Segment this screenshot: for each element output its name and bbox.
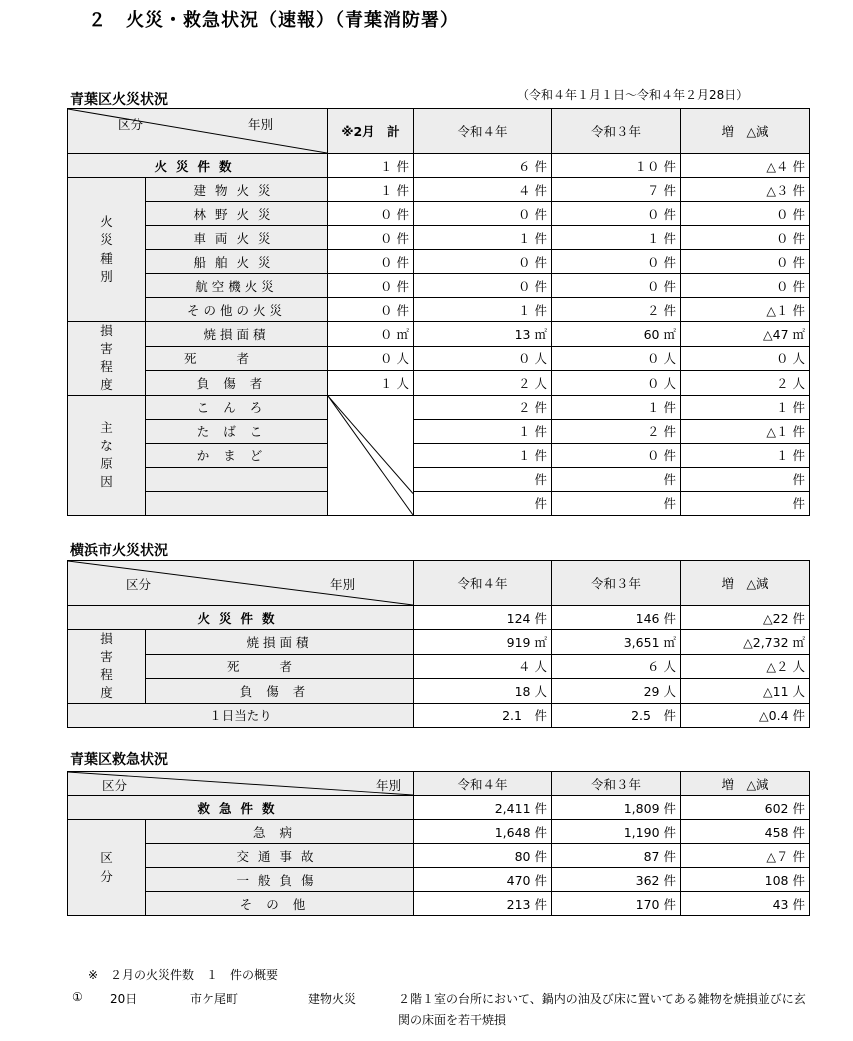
cause-label: こんろ xyxy=(146,395,328,419)
damage-label: 死者 xyxy=(146,346,328,371)
ems-diff: 43 件 xyxy=(681,892,810,916)
cause-r4: １ 件 xyxy=(414,419,552,443)
total-r3: 1,809 件 xyxy=(552,796,681,820)
header-month: ※2月 計 xyxy=(328,109,414,154)
damage-r4: ２ 人 xyxy=(414,371,552,396)
total-month: １ 件 xyxy=(328,154,414,178)
type-r3: ７ 件 xyxy=(552,178,681,202)
type-r4: ０ 件 xyxy=(414,250,552,274)
type-label: 建物火災 xyxy=(146,178,328,202)
aoba-fire-title: 青葉区火災状況 xyxy=(70,92,168,108)
case-type: 建物火災 xyxy=(308,992,357,1006)
per-day-r4: 2.1 件 xyxy=(414,703,552,727)
total-r3: 146 件 xyxy=(552,606,681,630)
total-diff: 602 件 xyxy=(681,796,810,820)
type-r3: ２ 件 xyxy=(552,298,681,322)
type-month: ０ 件 xyxy=(328,226,414,250)
header-kubun-nenbetsu xyxy=(68,109,328,154)
header-nenbetsu-label: 年別 xyxy=(248,117,274,132)
cause-label xyxy=(146,491,328,515)
damage-r4: 13 ㎡ xyxy=(414,322,552,347)
aoba-fire-period: （令和４年１月１日～令和４年２月28日） xyxy=(517,88,749,102)
total-r4: 2,411 件 xyxy=(414,796,552,820)
cause-label: たばこ xyxy=(146,419,328,443)
type-r4: １ 件 xyxy=(414,298,552,322)
ems-r4: 80 件 xyxy=(414,844,552,868)
ems-r3: 170 件 xyxy=(552,892,681,916)
cause-month-blank xyxy=(328,395,414,515)
damage-diff: △２ 人 xyxy=(681,654,810,679)
cause-diagonal-lines xyxy=(328,396,413,515)
ems-r4: 470 件 xyxy=(414,868,552,892)
type-month: ０ 件 xyxy=(328,202,414,226)
ems-r4: 1,648 件 xyxy=(414,820,552,844)
per-day-label: １日当たり xyxy=(68,703,414,727)
damage-label: 負傷者 xyxy=(146,679,414,704)
header-kubun-nenbetsu xyxy=(68,561,414,606)
cause-r4: ２ 件 xyxy=(414,395,552,419)
cause-diff: １ 件 xyxy=(681,443,810,467)
type-label: その他の火災 xyxy=(146,298,328,322)
damage-diff: △2,732 ㎡ xyxy=(681,630,810,655)
header-diff: 増 △減 xyxy=(681,109,810,154)
ems-r3: 87 件 xyxy=(552,844,681,868)
ems-label: 一般負傷 xyxy=(146,868,414,892)
type-label: 林野火災 xyxy=(146,202,328,226)
type-month: ０ 件 xyxy=(328,274,414,298)
type-diff: ０ 件 xyxy=(681,226,810,250)
total-ems-label: 救急件数 xyxy=(68,796,414,820)
header-r3: 令和３年 xyxy=(552,772,681,796)
per-day-diff: △0.4 件 xyxy=(681,703,810,727)
type-month: ０ 件 xyxy=(328,298,414,322)
ems-label: 交通事故 xyxy=(146,844,414,868)
damage-label: 焼損面積 xyxy=(146,322,328,347)
case-description-line1: ２階１室の台所において、鍋内の油及び床に置いてある雑物を焼損並びに玄 xyxy=(398,992,806,1006)
total-diff: △４ 件 xyxy=(681,154,810,178)
cause-diff: 件 xyxy=(681,467,810,491)
damage-group: 損害程度 xyxy=(68,630,146,704)
total-r4: 124 件 xyxy=(414,606,552,630)
fire-type-group: 火災種別 xyxy=(68,178,146,322)
cause-diff: １ 件 xyxy=(681,395,810,419)
damage-label: 負傷者 xyxy=(146,371,328,396)
type-r3: ０ 件 xyxy=(552,274,681,298)
case-date: 20日 xyxy=(110,992,138,1006)
header-r4: 令和４年 xyxy=(414,772,552,796)
cause-r3: ０ 件 xyxy=(552,443,681,467)
damage-month: ０ ㎡ xyxy=(328,322,414,347)
type-r3: ０ 件 xyxy=(552,250,681,274)
ems-label: 急病 xyxy=(146,820,414,844)
header-r3: 令和３年 xyxy=(552,561,681,606)
ems-r4: 213 件 xyxy=(414,892,552,916)
cause-label: かまど xyxy=(146,443,328,467)
damage-diff: ２ 人 xyxy=(681,371,810,396)
yokohama-fire-title: 横浜市火災状況 xyxy=(70,543,168,559)
type-r4: ０ 件 xyxy=(414,274,552,298)
type-label: 船舶火災 xyxy=(146,250,328,274)
damage-r4: 18 人 xyxy=(414,679,552,704)
damage-diff: ０ 人 xyxy=(681,346,810,371)
cause-r3: 件 xyxy=(552,467,681,491)
type-diff: △３ 件 xyxy=(681,178,810,202)
damage-group: 損害程度 xyxy=(68,322,146,396)
type-r4: ０ 件 xyxy=(414,202,552,226)
damage-r3: ０ 人 xyxy=(552,346,681,371)
cause-r3: 件 xyxy=(552,491,681,515)
total-r3: １０ 件 xyxy=(552,154,681,178)
damage-r3: 3,651 ㎡ xyxy=(552,630,681,655)
damage-diff: △47 ㎡ xyxy=(681,322,810,347)
ems-group: 区分 xyxy=(68,820,146,916)
cause-r4: 件 xyxy=(414,467,552,491)
cause-label xyxy=(146,467,328,491)
type-diff: ０ 件 xyxy=(681,250,810,274)
header-nenbetsu-label: 年別 xyxy=(376,778,402,793)
fire-summary-note: ※ ２月の火災件数 １ 件の概要 xyxy=(88,968,279,982)
per-day-r3: 2.5 件 xyxy=(552,703,681,727)
ems-r3: 1,190 件 xyxy=(552,820,681,844)
header-diff: 増 △減 xyxy=(681,772,810,796)
ems-label: その他 xyxy=(146,892,414,916)
header-diff: 増 △減 xyxy=(681,561,810,606)
case-number: ① xyxy=(72,990,83,1004)
damage-r3: 29 人 xyxy=(552,679,681,704)
total-fires-label: 火災件数 xyxy=(68,606,414,630)
cause-diff: 件 xyxy=(681,491,810,515)
type-diff: △１ 件 xyxy=(681,298,810,322)
header-r3: 令和３年 xyxy=(552,109,681,154)
total-diff: △22 件 xyxy=(681,606,810,630)
header-kubun-label: 区分 xyxy=(126,577,152,592)
type-diff: ０ 件 xyxy=(681,274,810,298)
ems-diff: △７ 件 xyxy=(681,844,810,868)
cause-r3: ２ 件 xyxy=(552,419,681,443)
header-kubun-label: 区分 xyxy=(118,117,144,132)
type-label: 車両火災 xyxy=(146,226,328,250)
damage-r4: ０ 人 xyxy=(414,346,552,371)
case-description-line2: 関の床面を若干焼損 xyxy=(398,1013,507,1027)
ems-diff: 108 件 xyxy=(681,868,810,892)
cause-r4: 件 xyxy=(414,491,552,515)
type-month: ０ 件 xyxy=(328,250,414,274)
aoba-ems-table xyxy=(67,771,810,916)
aoba-fire-table xyxy=(67,108,810,516)
type-diff: ０ 件 xyxy=(681,202,810,226)
yokohama-fire-table xyxy=(67,560,810,728)
type-r3: ０ 件 xyxy=(552,202,681,226)
damage-month: ０ 人 xyxy=(328,346,414,371)
page-title: ２ 火災・救急状況（速報）（青葉消防署） xyxy=(88,10,459,31)
damage-r3: ０ 人 xyxy=(552,371,681,396)
type-r4: ４ 件 xyxy=(414,178,552,202)
header-r4: 令和４年 xyxy=(414,109,552,154)
case-place: 市ケ尾町 xyxy=(190,992,239,1006)
type-month: １ 件 xyxy=(328,178,414,202)
type-r3: １ 件 xyxy=(552,226,681,250)
total-fires-label: 火災件数 xyxy=(68,154,328,178)
damage-r4: 919 ㎡ xyxy=(414,630,552,655)
header-kubun-nenbetsu xyxy=(68,772,414,796)
cause-r3: １ 件 xyxy=(552,395,681,419)
cause-group: 主な原因 xyxy=(68,395,146,515)
damage-diff: △11 人 xyxy=(681,679,810,704)
header-diagonal-line xyxy=(68,109,327,153)
cause-diff: △１ 件 xyxy=(681,419,810,443)
ems-r3: 362 件 xyxy=(552,868,681,892)
cause-r4: １ 件 xyxy=(414,443,552,467)
type-r4: １ 件 xyxy=(414,226,552,250)
damage-month: １ 人 xyxy=(328,371,414,396)
aoba-ems-title: 青葉区救急状況 xyxy=(70,752,168,768)
damage-r4: ４ 人 xyxy=(414,654,552,679)
header-kubun-label: 区分 xyxy=(102,778,128,793)
header-diagonal-line xyxy=(68,561,413,605)
header-r4: 令和４年 xyxy=(414,561,552,606)
damage-label: 焼損面積 xyxy=(146,630,414,655)
damage-r3: 60 ㎡ xyxy=(552,322,681,347)
damage-r3: ６ 人 xyxy=(552,654,681,679)
header-nenbetsu-label: 年別 xyxy=(330,577,356,592)
total-r4: ６ 件 xyxy=(414,154,552,178)
damage-label: 死者 xyxy=(146,654,414,679)
type-label: 航空機火災 xyxy=(146,274,328,298)
ems-diff: 458 件 xyxy=(681,820,810,844)
